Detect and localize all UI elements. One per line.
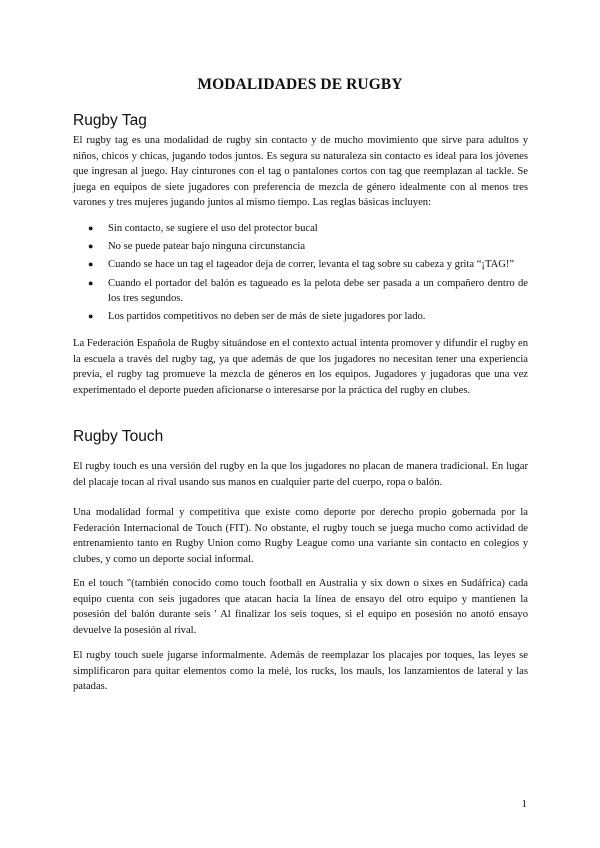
rugby-tag-intro-paragraph: El rugby tag es una modalidad de rugby sin contacto y de mucho movimiento que sirve para adultos y niños, chicos y chicas, jugando todos juntos. Es segura su naturaleza sin contacto es ideal para los jóvenes que ingresan al juego. Hay cinturones con el tag o pantalones cortos con tag que reemplazan al tackle. Se juega en equipos de siete jugadores con preferencia de mezcla de género idealmente con al menos tres varones y tres mujeres jugando juntos al mismo tiempo. Las reglas básicas incluyen: bbox=[73, 135, 528, 209]
page-title: MODALIDADES DE RUGBY bbox=[197, 76, 403, 93]
rugby-tag-closing-paragraph: La Federación Española de Rugby situándose en el contexto actual intenta promover y difundir el rugby en la escuela a través del rugby tag, ya que además de que los jugadores no necesitan tener una experiencia previa, el rugby tag promueve la mezcla de géneros en los equipos. Jugadores y jugadoras que una vez experimentado el deporte pueden aficionarse o interesarse por la práctica del rugby en clubes. bbox=[73, 338, 528, 396]
list-item bbox=[88, 239, 528, 254]
bullet-icon: ● bbox=[88, 277, 94, 288]
list-item bbox=[88, 309, 528, 324]
bullet-icon: ● bbox=[88, 241, 94, 252]
rugby-tag-rules-list bbox=[88, 221, 528, 327]
rule-text: Sin contacto, se sugiere el uso del protector bucal bbox=[108, 223, 318, 234]
bullet-icon: ● bbox=[88, 223, 94, 233]
rugby-touch-paragraph-1: El rugby touch es una versión del rugby en la que los jugadores no placan de manera tradicional. En lugar del placaje tocan al rival usando sus manos en cualquier parte del cuerpo, ropa o balón. bbox=[73, 461, 528, 488]
bullet-icon: ● bbox=[88, 311, 94, 322]
rule-text: Cuando el portador del balón es tagueado es la pelota debe ser pasada a un compañero dentro de los tres segundos. bbox=[108, 277, 528, 304]
rule-text: Cuando se hace un tag el tageador deja de correr, levanta el tag sobre su cabeza y grita “¡TAG!” bbox=[108, 259, 515, 271]
rugby-touch-paragraph-2: Una modalidad formal y competitiva que existe como deporte por derecho propio gobernada por la Federación Internacional de Touch (FIT). No obstante, el rugby touch se juega mucho como actividad de entrenamiento tanto en Rugby Union como Rugby League como una variante sin contacto en colegios y clubes, y como un deporte social informal. bbox=[73, 507, 528, 565]
rule-text: Los partidos competitivos no deben ser de más de siete jugadores por lado. bbox=[108, 311, 426, 323]
rule-text: No se puede patear bajo ninguna circunstancia bbox=[108, 241, 306, 253]
list-item bbox=[88, 257, 528, 272]
rugby-touch-paragraph-4: El rugby touch suele jugarse informalmente. Además de reemplazar los placajes por toques, las leyes se simplificaron para quitar elementos como la melé, los rucks, los mauls, los lanzamientos de lateral y las patadas. bbox=[73, 650, 528, 693]
page-number: 1 bbox=[521, 798, 527, 810]
list-item bbox=[88, 276, 528, 306]
rugby-touch-paragraph-3: En el touch "(también conocido como touch football en Australia y six down o sixes en Sudáfrica) cada equipo cuenta con seis jugadores que atacan hacia la línea de ensayo del otro equipo y mantienen la posesión del balón durante seis ' Al finalizar los seis toques, si el equipo en posesión no anotó ensayo devuelve la posesión al rival. bbox=[73, 578, 528, 636]
list-item bbox=[88, 221, 528, 236]
bullet-icon: ● bbox=[88, 259, 94, 270]
section-heading-rugby-touch: Rugby Touch bbox=[73, 428, 164, 445]
section-heading-rugby-tag: Rugby Tag bbox=[73, 112, 147, 129]
